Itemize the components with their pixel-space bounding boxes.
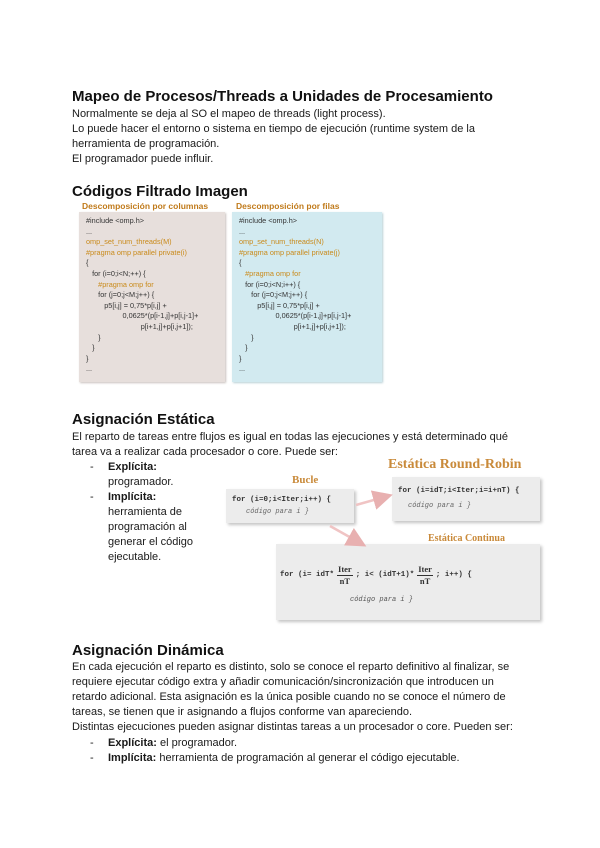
bullet-label: Explícita:: [108, 737, 157, 749]
list-item: [90, 751, 520, 766]
code-line: #pragma omp for: [86, 279, 154, 289]
bullet-text: herramienta de programación al generar el código ejecutable.: [156, 752, 460, 764]
rr-code-line: código para i }: [408, 502, 472, 510]
arrow-to-round-robin: [356, 496, 388, 505]
code-line: for (i=0;i<N;++) {: [86, 268, 146, 278]
text-line: Lo puede hacer el entorno o sistema en tiempo de ejecución (runtime system de la: [72, 123, 475, 135]
code-line: }: [239, 353, 242, 363]
code-line: ...: [86, 364, 93, 374]
code-line: }: [86, 332, 101, 342]
code-line: #include <omp.h>: [239, 216, 298, 225]
fraction-denominator: nT: [339, 575, 351, 586]
code-part: ; i++) {: [435, 571, 472, 579]
arrow-to-continua: [330, 526, 362, 544]
fraction-numerator: Iter: [338, 563, 352, 574]
text-line: tarea va a realizar cada procesador o core. Puede ser:: [72, 446, 338, 458]
code-line: {: [239, 258, 242, 268]
text-line: requiere ejecutar código extra y añadir comunicación/sincronización que introducen un: [72, 676, 494, 688]
continua-title: Estática Continua: [428, 533, 505, 544]
code-line: omp_set_num_threads(M): [86, 237, 172, 247]
bullet-text: el programador.: [156, 737, 238, 749]
text-line: En cada ejecución el reparto es distinto, solo se conoce el reparto definitivo al finalizar, se: [72, 661, 510, 673]
rows-title: Descomposición por filas: [236, 201, 340, 211]
dinamica-bullet-list: [90, 736, 520, 766]
bullet-text: herramienta de: [108, 506, 182, 518]
code-line: #include <omp.h>: [86, 216, 145, 225]
section-title-codigos: Códigos Filtrado Imagen: [72, 183, 248, 200]
code-line: for (i=0;i<N;i++) {: [239, 279, 301, 289]
bullet-label: Explícita:: [108, 461, 157, 473]
columns-title: Descomposición por columnas: [82, 201, 209, 211]
text-line: Normalmente se deja al SO el mapeo de threads (light process).: [72, 108, 386, 120]
bullet-text: programación al: [108, 521, 187, 533]
fraction-denominator: nT: [419, 575, 431, 586]
code-line: for (j=0;j<M;j++) {: [239, 290, 308, 300]
text-line: El reparto de tareas entre flujos es igual en todas las ejecuciones y está determinado qué: [72, 431, 508, 443]
dinamica-paragraph: [72, 660, 552, 735]
bullet-dash: -: [90, 737, 94, 749]
section-title-dinamica: Asignación Dinámica: [72, 642, 224, 659]
code-line: #pragma omp parallel private(j): [239, 247, 340, 257]
text-line: Distintas ejecuciones pueden asignar distintas tareas a un procesador o core. Pueden ser:: [72, 721, 513, 733]
text-line: El programador puede influir.: [72, 153, 214, 165]
code-line: 0,0625*(p[i-1,j]+p[i,j-1]+: [86, 311, 199, 321]
list-item: [90, 736, 520, 751]
code-line: {: [86, 258, 89, 268]
code-line: ...: [239, 226, 246, 236]
bullet-text: generar el código: [108, 536, 194, 548]
code-line: p5[i,j] = 0,75*p[i,j] +: [239, 300, 320, 310]
bullet-label: Implícita:: [108, 491, 157, 503]
code-line: 0,0625*(p[i-1,j]+p[i,j-1]+: [239, 311, 352, 321]
section-title-estatica: Asignación Estática: [72, 411, 215, 428]
fraction-numerator: Iter: [418, 563, 432, 574]
code-line: ...: [239, 364, 246, 374]
code-line: p5[i,j] = 0,75*p[i,j] +: [86, 300, 167, 310]
bullet-dash: -: [90, 461, 94, 473]
round-robin-title: Estática Round-Robin: [388, 457, 522, 472]
code-part: ; i< (idT+1)*: [355, 571, 415, 579]
bucle-code-line: código para i }: [246, 508, 310, 516]
text-line: herramienta de programación.: [72, 138, 220, 150]
code-line: }: [86, 343, 95, 353]
rr-code-line: for (i=idT;i<Iter;i=i+nT) {: [398, 487, 520, 495]
code-line: #pragma omp parallel private(i): [86, 247, 187, 257]
bucle-title: Bucle: [292, 474, 319, 486]
continua-code-line: código para i }: [350, 596, 414, 604]
section-title-mapeo: Mapeo de Procesos/Threads a Unidades de Procesamiento: [72, 88, 493, 105]
code-line: }: [239, 332, 254, 342]
text-line: tareas, se tienen que ir asignando a flujos conforme van apareciendo.: [72, 706, 412, 718]
bullet-label: Implícita:: [108, 752, 157, 764]
code-line: ...: [86, 226, 93, 236]
code-line: }: [86, 353, 89, 363]
code-line: p[i+1,j]+p[i,j+1]);: [86, 321, 193, 331]
bullet-text: ejecutable.: [108, 551, 162, 563]
bullet-dash: -: [90, 752, 94, 764]
code-line: for (j=0;j<M;j++) {: [86, 290, 155, 300]
code-line: }: [239, 343, 248, 353]
code-line: omp_set_num_threads(N): [239, 237, 324, 247]
code-line: #pragma omp for: [239, 268, 301, 278]
bullet-text: programador.: [108, 476, 174, 488]
code-part: for (i= idT*: [280, 571, 335, 579]
bucle-code-line: for (i=0;i<Iter;i++) {: [232, 496, 332, 504]
text-line: retardo adicional. Esta asignación es la única posible cuando no se conoce el número de: [72, 691, 506, 703]
bullet-dash: -: [90, 491, 94, 503]
code-line: p[i+1,j]+p[i,j+1]);: [239, 321, 346, 331]
